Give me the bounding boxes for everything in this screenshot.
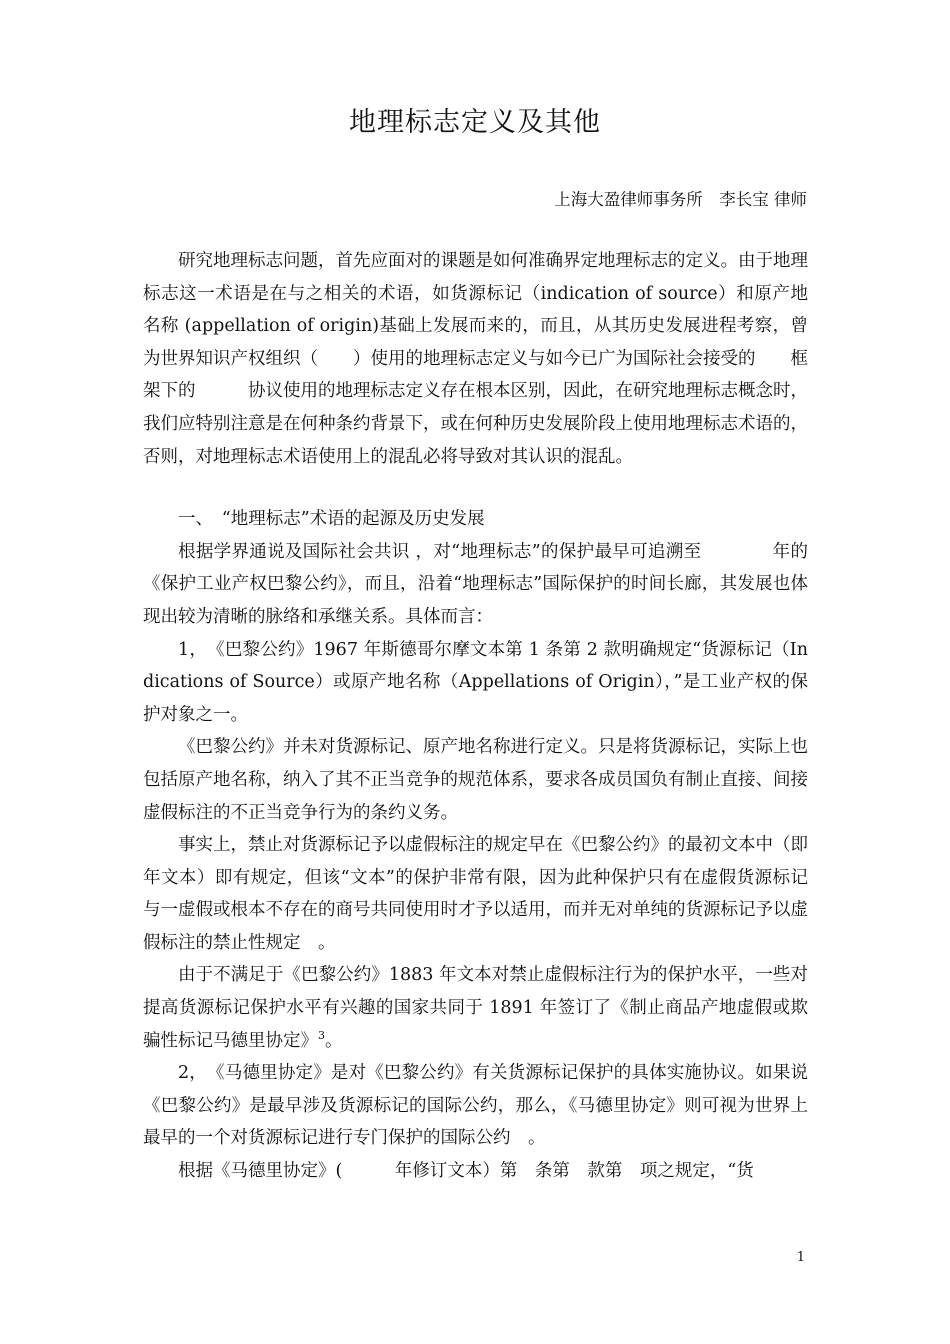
paragraph-madrid-origin-end: 。 <box>325 1030 343 1051</box>
paragraph-paris-definition: 《巴黎公约》并未对货源标记、原产地名称进行定义。只是将货源标记，实际上也包括原产地名称，纳入了其不正当竞争的规范体系，要求各成员国负有制止直接、间接虚假标注的不正当竞争行为的条约义务。 <box>143 737 808 823</box>
paragraph-madrid-agreement: 2， 《马德里协定》是对《巴黎公约》有关货源标记保护的具体实施协议。如果说《巴黎公约》是最早涉及货源标记的国际公约，那么，《马德里协定》则可视为世界上最早的一个对货源标记进行专门保护的国际公约 。 <box>143 1063 808 1149</box>
document-title: 地理标志定义及其他 <box>349 107 601 138</box>
paragraph-madrid-origin-text: 由于不满足于《巴黎公约》1883 年文本对禁止虚假标注行为的保护水平，一些对提高货源标记保护水平有兴趣的国家共同于 1891 年签订了《制止商品产地虚假或欺骗性标记马德里协定》 <box>143 965 808 1051</box>
paragraph-madrid-provision: 根据《马德里协定》( 年修订文本）第 条第 款第 项之规定，“货 <box>178 1161 754 1182</box>
document-body <box>143 245 861 1188</box>
paragraph-paris-convention: 1， 《巴黎公约》1967 年斯德哥尔摩文本第 1 条第 2 款明确规定“货源标记（Indications of Source）或原产地名称（Appellations of Origin），”是工业产权的保护对象之一。 <box>143 639 808 725</box>
paragraph-origin: 根据学界通说及国际社会共识 ，对“地理标志”的保护最早可追溯至 年的《保护工业产权巴黎公约》，而且，沿着“地理标志”国际保护的时间长廊，其发展也体现出较为清晰的脉络和承继关系。具体而言： <box>143 541 808 627</box>
paragraph-intro: 研究地理标志问题，首先应面对的课题是如何准确界定地理标志的定义。由于地理标志这一术语是在与之相关的术语，如货源标记（indication of source）和原产地名称 (appellation of origin)基础上发展而来的，而且，从其历史发展进程考察，曾为世界知识产权组织（ ）使用的地理标志定义与如今已广为国际社会接受的 框架下的 协议使用的地理标志定义存在根本区别，因此，在研究地理标志概念时，我们应特别注意是在何种条约背景下，或在何种历史发展阶段上使用地理标志术语的，否则，对地理标志术语使用上的混乱必将导致对其认识的混乱。 <box>143 251 808 467</box>
footnote-marker: 3 <box>318 1028 325 1042</box>
paragraph-madrid-origin <box>143 959 808 1057</box>
author-line: 上海大盈律师事务所 李长宝 律师 <box>554 190 807 209</box>
paragraph-false-indication: 事实上，禁止对货源标记予以虚假标注的规定早在《巴黎公约》的最初文本中（即 年文本）即有规定，但该“文本”的保护非常有限，因为此种保护只有在虚假货源标记与一虚假或根本不存在的商号共同使用时才予以适用，而并无对单纯的货源标记予以虚假标注的禁止性规定 。 <box>143 835 861 953</box>
page-number: 1 <box>796 1250 805 1265</box>
section-heading-1: 一、 “地理标志”术语的起源及历史发展 <box>178 509 485 530</box>
